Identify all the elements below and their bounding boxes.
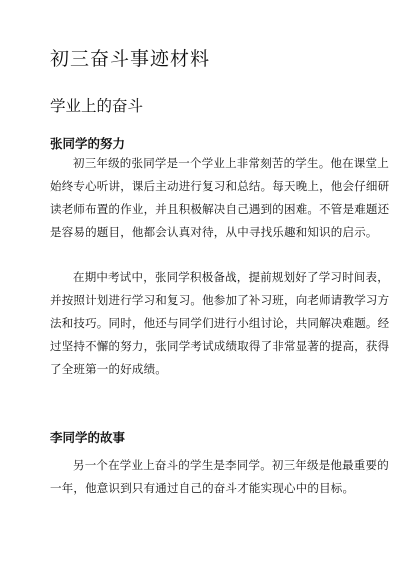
paragraph bbox=[50, 266, 390, 381]
paragraph-line: 另一个在学业上奋斗的学生是李同学。初三年级是他最重要的 bbox=[73, 458, 389, 472]
paragraph bbox=[50, 152, 390, 244]
paragraph-line: 在期中考试中，张同学积极备战，提前规划好了学习时间表， bbox=[73, 270, 389, 284]
paragraph-line: 了全班第一的好成绩。 bbox=[50, 362, 167, 376]
subsection-heading-zhang: 张同学的努力 bbox=[50, 136, 126, 151]
paragraph-line: 并按照计划进行学习和复习。他参加了补习班，向老师请教学习方 bbox=[50, 293, 390, 307]
paragraph-line: 初三年级的张同学是一个学业上非常刻苦的学生。他在课堂上 bbox=[73, 156, 389, 170]
paragraph-line: 过坚持不懈的努力，张同学考试成绩取得了非常显著的提高，获得 bbox=[50, 339, 390, 353]
paragraph-line: 一年，他意识到只有通过自己的奋斗才能实现心中的目标。 bbox=[50, 481, 355, 495]
paragraph-line: 始终专心听讲，课后主动进行复习和总结。每天晚上，他会仔细研 bbox=[50, 179, 390, 193]
paragraph-line: 是容易的题目，他都会认真对待，从中寻找乐趣和知识的启示。 bbox=[50, 225, 378, 239]
subsection-heading-li: 李同学的故事 bbox=[50, 430, 126, 445]
section-heading: 学业上的奋斗 bbox=[50, 97, 144, 115]
paragraph-line: 读老师布置的作业，并且积极解决自己遇到的困难。不管是难题还 bbox=[50, 202, 390, 216]
document-title: 初三奋斗事迹材料 bbox=[50, 48, 211, 70]
paragraph-line: 法和技巧。同时，他还与同学们进行小组讨论，共同解决难题。经 bbox=[50, 316, 390, 330]
paragraph bbox=[50, 454, 389, 500]
